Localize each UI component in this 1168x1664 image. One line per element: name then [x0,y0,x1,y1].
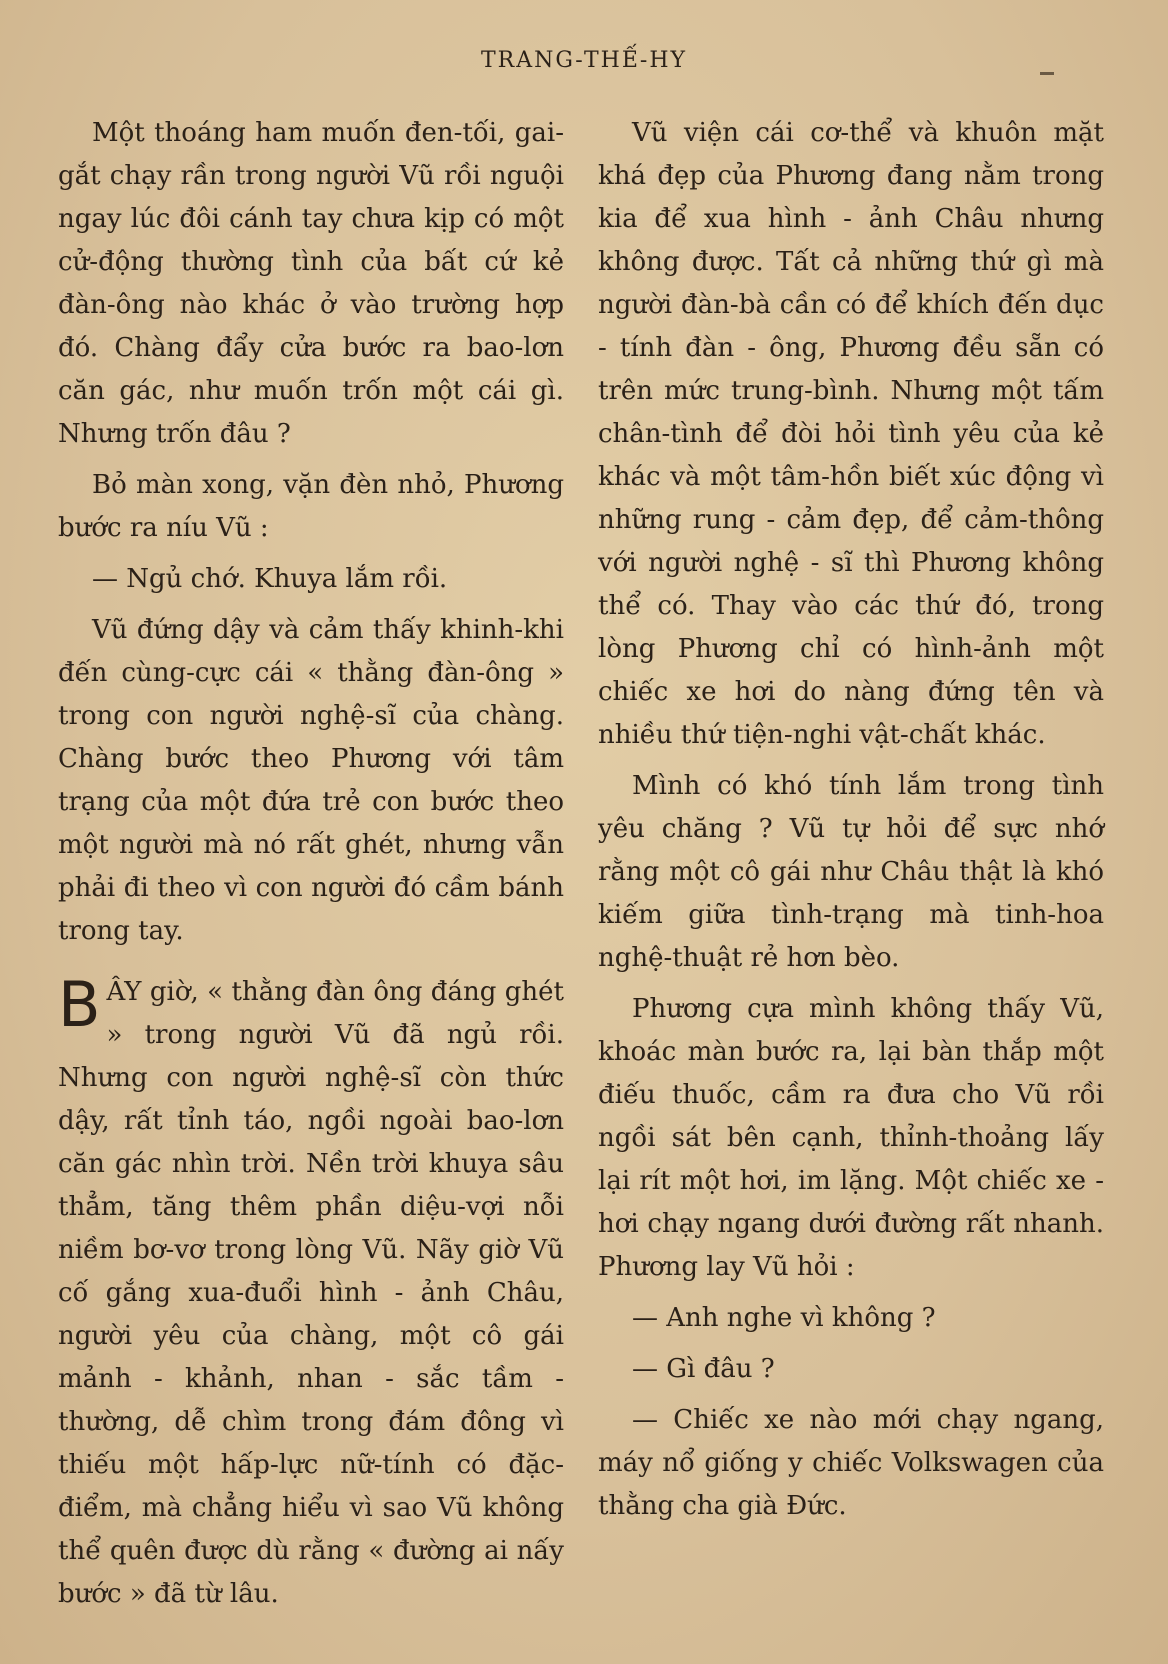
dropcap-paragraph [58,968,564,1616]
running-header: TRANG-THẾ-HY [480,48,688,73]
paragraph: Bỏ màn xong, vặn đèn nhỏ, Phương bước ra níu Vũ : [58,470,564,543]
paragraph: Một thoáng ham muốn đen-tối, gai-gắt chạy rần trong người Vũ rồi nguội ngay lúc đôi cánh tay chưa kịp có một cử-động thường tình của bất cứ kẻ đàn-ông nào khác ở vào trường hợp đó. Chàng đẩy cửa bước ra bao-lơn căn gác, như muốn trốn một cái gì. Nhưng trốn đâu ? [58,118,564,449]
paragraph: Vũ viện cái cơ-thể và khuôn mặt khá đẹp của Phương đang nằm trong kia để xua hình - ảnh Châu nhưng không được. Tất cả những thứ gì mà người đàn-bà cần có để khích đến dục - tính đàn - ông, Phương đều sẵn có trên mức trung-bình. Nhưng một tấm chân-tình để đòi hỏi tình yêu của kẻ khác và một tâm-hồn biết xúc động vì những rung - cảm đẹp, để cảm-thông với người nghệ - sĩ thì Phương không thể có. Thay vào các thứ đó, trong lòng Phương chỉ có hình-ảnh một chiếc xe hơi do nàng đứng tên và nhiều thứ tiện-nghi vật-chất khác. [598,118,1104,750]
dropcap-text: ÂY giờ, « thằng đàn ông đáng ghét » trong người Vũ đã ngủ rồi. Nhưng con người nghệ-sĩ còn thức dậy, rất tỉnh táo, ngồi ngoài bao-lơn căn gác nhìn trời. Nền trời khuya sâu thẳm, tăng thêm phần diệu-vợi nỗi niềm bơ-vơ trong lòng Vũ. Nãy giờ Vũ cố gắng xua-đuổi hình - ảnh Châu, người yêu của chàng, một cô gái mảnh - khảnh, nhan - sắc tầm - thường, dễ chìm trong đám đông vì thiếu một hấp-lực nữ-tính có đặc-điểm, mà chẳng hiểu vì sao Vũ không thể quên được dù rằng « đường ai nấy bước » đã từ lâu. [58,977,564,1609]
dialogue-line: — Ngủ chớ. Khuya lắm rồi. [92,564,448,594]
paragraph: Mình có khó tính lắm trong tình yêu chăng ? Vũ tự hỏi để sực nhớ rằng một cô gái như Châu thật là khó kiếm giữa tình-trạng mà tinh-hoa nghệ-thuật rẻ hơn bèo. [598,771,1104,973]
dropcap-letter: B [58,968,101,1041]
corner-mark [1040,72,1054,75]
paragraph: Phương cựa mình không thấy Vũ, khoác màn bước ra, lại bàn thắp một điếu thuốc, cầm ra đưa cho Vũ rồi ngồi sát bên cạnh, thỉnh-thoảng lấy lại rít một hơi, im lặng. Một chiếc xe - hơi chạy ngang dưới đường rất nhanh. Phương lay Vũ hỏi : [598,994,1104,1282]
paragraph: Vũ đứng dậy và cảm thấy khinh-khi đến cùng-cực cái « thằng đàn-ông » trong con người nghệ-sĩ của chàng. Chàng bước theo Phương với tâm trạng của một đứa trẻ con bước theo một người mà nó rất ghét, nhưng vẫn phải đi theo vì con người đó cầm bánh trong tay. [58,615,564,946]
dialogue-line: — Chiếc xe nào mới chạy ngang, máy nổ giống y chiếc Volkswagen của thằng cha già Đức. [598,1405,1104,1521]
left-column [58,112,564,1624]
right-column [598,112,1104,1536]
dialogue-line: — Anh nghe vì không ? [632,1303,936,1333]
dialogue-line: — Gì đâu ? [632,1354,775,1384]
